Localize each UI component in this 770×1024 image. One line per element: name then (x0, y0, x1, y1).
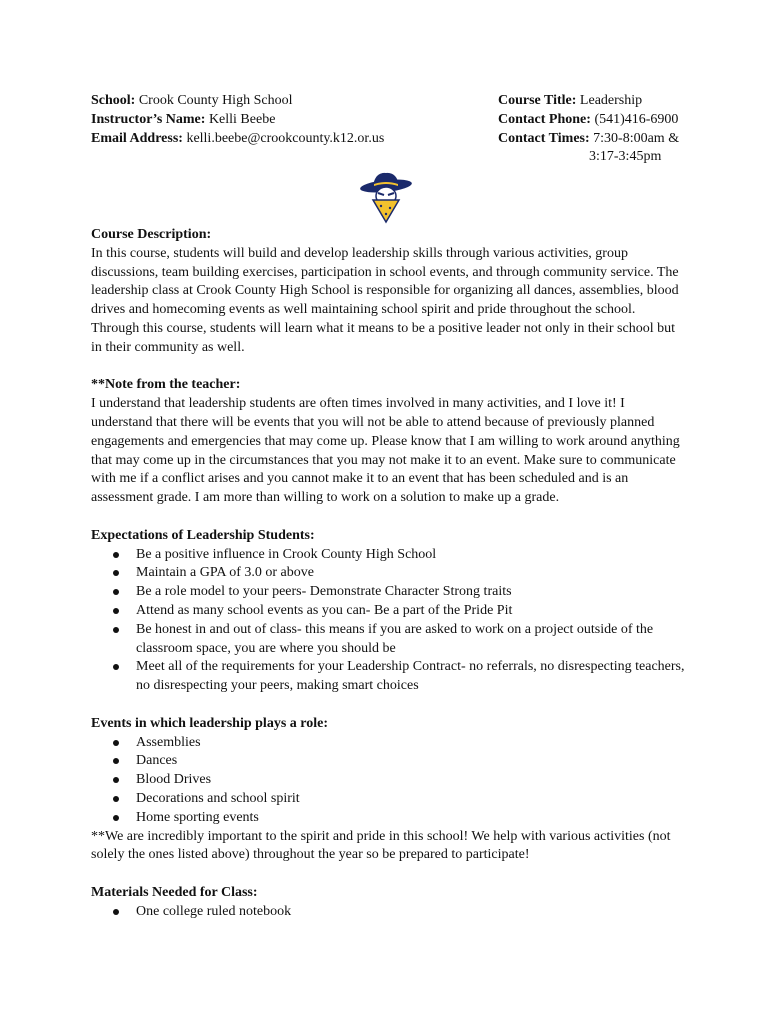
contact-times-value-2: 3:17-3:45pm (589, 149, 662, 165)
instructor-label: Instructor’s Name: (91, 111, 206, 127)
contact-times-value: 7:30-8:00am & (593, 130, 680, 146)
list-item: Meet all of the requirements for your Leadership Contract- no referrals, no disrespecting teachers, no disrespecting your peers, making smart choices (91, 658, 685, 696)
list-item: One college ruled notebook (91, 903, 685, 922)
teacher-note-text: I understand that leadership students are often times involved in many activities, and I love it! I understand that there will be events that you will not be able to attend because of previously planned engagements and emergencies that may come up. Please know that I am willing to work around anything that may come up in the circumstances that you may not make it to an event. Make sure to communicate with me if a conflict arises and you cannot make it to an event that has been scheduled and is an assessment grade. I am more than willing to work on a solution to make up a grade. (91, 396, 680, 506)
email-value: kelli.beebe@crookcounty.k12.or.us (186, 130, 385, 146)
email-label: Email Address: (91, 130, 183, 146)
list-item: Dances (91, 752, 685, 771)
list-item: Be honest in and out of class- this means if you are asked to work on a project outside of the classroom space, you are where you should be (91, 621, 685, 659)
course-description-text: In this course, students will build and develop leadership skills through various activities, group discussions, team building exercises, participation in school events, and through community service. The leadership class at Crook County High School is responsible for organizing all dances, assemblies, blood drives and homecoming events as well maintaining school spirit and pride throughout the school. Through this course, students will learn what it means to be a positive leader not only in their school but in their community as well. (91, 245, 679, 355)
list-item: Be a positive influence in Crook County High School (91, 546, 685, 565)
events-heading: Events in which leadership plays a role: (91, 715, 328, 731)
instructor-line (91, 111, 491, 130)
list-item: Assemblies (91, 734, 685, 753)
list-item: Home sporting events (91, 809, 685, 828)
email-line (91, 130, 491, 149)
contact-times-line (498, 130, 738, 168)
contact-phone-line (498, 111, 738, 130)
instructor-value: Kelli Beebe (208, 111, 276, 127)
contact-times-label: Contact Times: (498, 130, 590, 146)
events-note: **We are incredibly important to the spirit and pride in this school! We help with various activities (not solely the ones listed above) throughout the year so be prepared to participate! (91, 828, 671, 863)
course-title-value: Leadership (579, 93, 643, 108)
materials-heading: Materials Needed for Class: (91, 884, 258, 900)
course-title-label: Course Title: (498, 93, 577, 108)
expectations-heading: Expectations of Leadership Students: (91, 527, 315, 543)
school-line (91, 92, 491, 111)
cowboy-mascot-icon (359, 170, 413, 224)
contact-phone-label: Contact Phone: (498, 111, 591, 127)
list-item: Decorations and school spirit (91, 790, 685, 809)
events-list (91, 734, 685, 828)
list-item: Blood Drives (91, 771, 685, 790)
header-left (91, 92, 491, 148)
course-description-heading: Course Description: (91, 227, 212, 242)
course-title-line (498, 92, 738, 111)
materials-list (91, 903, 685, 922)
header-right (498, 92, 738, 167)
syllabus-body (91, 226, 685, 921)
teacher-note-heading: **Note from the teacher: (91, 377, 241, 393)
contact-phone-value: (541)416-6900 (594, 111, 679, 127)
school-value: Crook County High School (138, 93, 293, 108)
expectations-list (91, 546, 685, 696)
list-item: Attend as many school events as you can- Be a part of the Pride Pit (91, 602, 685, 621)
list-item: Maintain a GPA of 3.0 or above (91, 564, 685, 583)
list-item: Be a role model to your peers- Demonstrate Character Strong traits (91, 583, 685, 602)
school-label: School: (91, 93, 136, 108)
